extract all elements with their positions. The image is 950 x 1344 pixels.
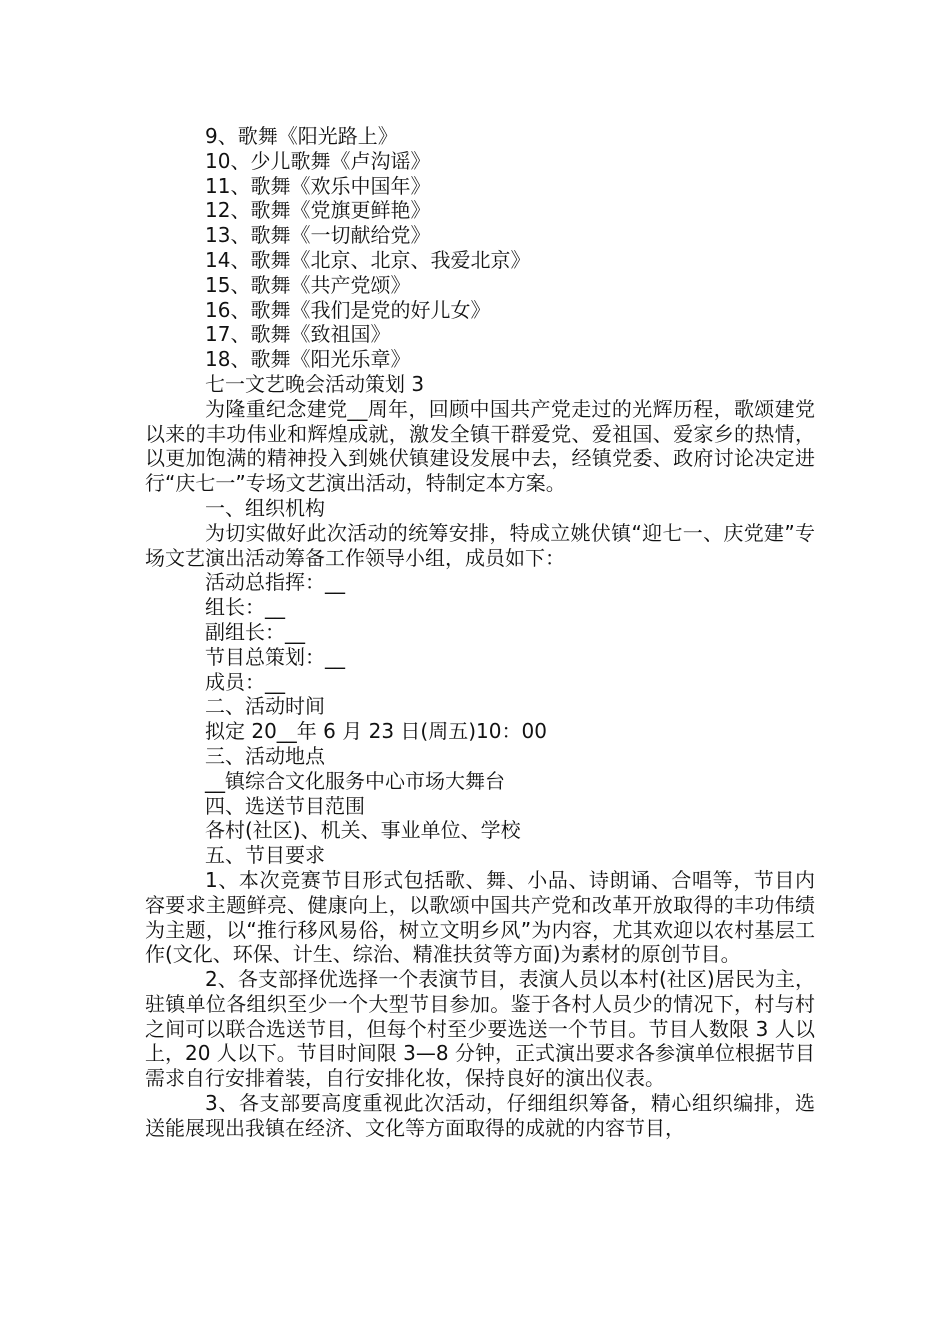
place-value: __镇综合文化服务中心市场大舞台 bbox=[205, 768, 505, 793]
program-item: 16、歌舞《我们是党的好儿女》 bbox=[205, 297, 491, 322]
requirement-item: 3、各支部要高度重视此次活动，仔细组织筹备，精心组织编排，选送能展现出我镇在经济、文化等方面取得的成就的内容节目， bbox=[145, 1091, 815, 1140]
program-item: 10、少儿歌舞《卢沟谣》 bbox=[205, 148, 431, 173]
program-item: 11、歌舞《欢乐中国年》 bbox=[205, 173, 431, 198]
org-paragraph: 为切实做好此次活动的统筹安排，特成立姚伏镇“迎七一、庆党建”专场文艺演出活动筹备工作领导小组，成员如下： bbox=[145, 520, 815, 570]
requirement-item: 2、各支部择优选择一个表演节目，表演人员以本村(社区)居民为主，驻镇单位各组织至少一个大型节目参加。鉴于各村人员少的情况下，村与村之间可以联合选送节目，但每个村至少要选送一个节目。节目人数限 3 人以上，20 人以下。节目时间限 3—8 分钟，正式演出要求各参演单位根据节目需求自行安排着装，自行安排化妆，保持良好的演出仪表。 bbox=[145, 967, 815, 1091]
program-item: 17、歌舞《致祖国》 bbox=[205, 322, 391, 347]
requirement-item: 1、本次竞赛节目形式包括歌、舞、小品、诗朗诵、合唱等，节目内容要求主题鲜亮、健康向上，以歌颂中国共产党和改革开放取得的丰功伟绩为主题，以“推行移风易俗，树立文明乡风”为内容，尤其欢迎以农村基层工作(文化、环保、计生、综治、精准扶贫等方面)为素材的原创节目。 bbox=[145, 867, 815, 967]
org-heading: 一、组织机构 bbox=[205, 495, 325, 520]
scope-value: 各村(社区)、机关、事业单位、学校 bbox=[205, 818, 521, 843]
document-body bbox=[145, 124, 815, 1141]
org-member: 活动总指挥：__ bbox=[205, 570, 345, 595]
scope-heading: 四、选送节目范围 bbox=[205, 793, 365, 818]
time-value: 拟定 20__年 6 月 23 日(周五)10：00 bbox=[205, 719, 547, 744]
intro-paragraph: 为隆重纪念建党__周年，回顾中国共产党走过的光辉历程，歌颂建党以来的丰功伟业和辉煌成就，激发全镇干群爱党、爱祖国、爱家乡的热情，以更加饱满的精神投入到姚伏镇建设发展中去，经镇党委、政府讨论决定进行“庆七一”专场文艺演出活动，特制定本方案。 bbox=[145, 396, 815, 496]
org-member: 成员：__ bbox=[205, 669, 285, 694]
requirements-heading: 五、节目要求 bbox=[205, 843, 325, 868]
program-item: 13、歌舞《一切献给党》 bbox=[205, 223, 431, 248]
org-member: 副组长：__ bbox=[205, 619, 305, 644]
section-title: 七一文艺晚会活动策划 3 bbox=[205, 371, 425, 396]
program-item: 9、歌舞《阳光路上》 bbox=[205, 124, 398, 148]
org-member: 组长：__ bbox=[205, 595, 285, 620]
program-item: 12、歌舞《党旗更鲜艳》 bbox=[205, 198, 431, 223]
program-item: 18、歌舞《阳光乐章》 bbox=[205, 347, 411, 372]
org-member: 节目总策划：__ bbox=[205, 644, 345, 669]
time-heading: 二、活动时间 bbox=[205, 694, 325, 719]
place-heading: 三、活动地点 bbox=[205, 743, 325, 768]
program-item: 14、歌舞《北京、北京、我爱北京》 bbox=[205, 247, 531, 272]
program-item: 15、歌舞《共产党颂》 bbox=[205, 272, 411, 297]
